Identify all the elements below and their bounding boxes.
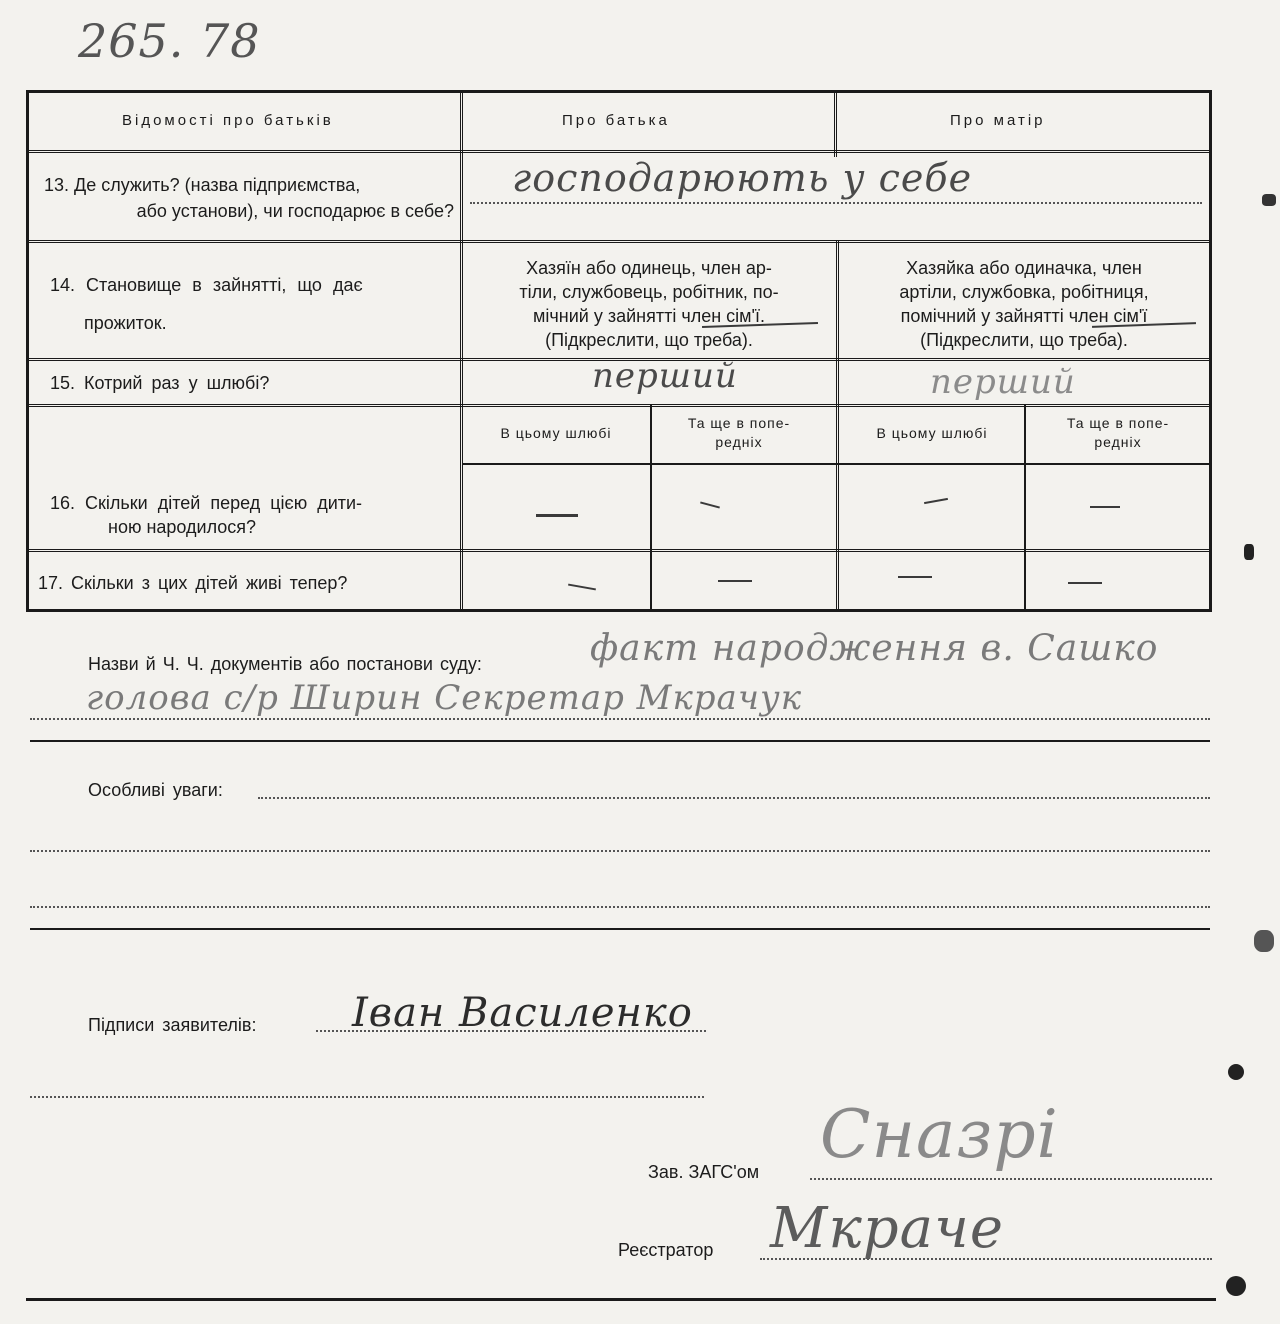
- punch-hole-mark: [1228, 1064, 1244, 1080]
- row14-question: [50, 272, 430, 336]
- punch-hole-mark: [1226, 1276, 1246, 1296]
- row14-father-line2: тіли, службовець, робітник, по-: [519, 282, 779, 302]
- row14-mother-line2: артіли, службовка, робітниця,: [899, 282, 1149, 302]
- row14-question-line1: 14. Становище в зайнятті, що дає: [50, 275, 363, 295]
- applicants-label: Підписи заявителів:: [88, 1015, 257, 1035]
- header-father: Про батька: [562, 112, 670, 129]
- row13-question-line2: або установи), чи господарює в себе?: [136, 201, 454, 221]
- row13-question-line1: 13. Де служить? (назва підприємства,: [44, 175, 361, 195]
- subheader-father-previous-line1: Та ще в попе-: [687, 415, 791, 431]
- documents-handwritten-line2: голова с/р Ширин Секретар Мкрачук: [86, 678, 803, 718]
- documents-handwritten-line1: факт народження в. Сашко: [590, 628, 1159, 669]
- subheader-mother-previous: [1030, 414, 1206, 452]
- row17-father-prev-dash: [718, 580, 752, 582]
- edge-damage-mark: [1244, 544, 1254, 560]
- applicants-signature: Іван Василенко: [352, 990, 693, 1036]
- row16-question: [50, 490, 454, 540]
- row14-father-line3: мічний у зайнятті член сім'ї.: [533, 306, 765, 326]
- row14-mother-line1: Хазяйка або одиначка, член: [906, 258, 1142, 278]
- row17-mother-prev-dash: [1068, 582, 1102, 584]
- row14-question-line2: прожиток.: [84, 313, 167, 333]
- row14-mother-line4: (Підкреслити, що треба).: [920, 330, 1128, 350]
- subheader-father-previous: [656, 414, 822, 452]
- header-parents-info: Відомості про батьків: [122, 112, 334, 129]
- head-zags-label: Зав. ЗАГС'ом: [648, 1162, 760, 1182]
- subheader-father-previous-line2: редніх: [715, 434, 763, 450]
- registrar-label: Реєстратор: [618, 1240, 714, 1260]
- row15-father-answer: перший: [592, 356, 738, 396]
- row14-father-options: [470, 256, 828, 352]
- row13-answer: господарюють у себе: [512, 156, 973, 200]
- row13-question: [44, 172, 454, 224]
- subheader-mother-previous-line2: редніх: [1094, 434, 1142, 450]
- head-zags-signature: Сназрі: [820, 1096, 1059, 1173]
- documents-label: Назви й Ч. Ч. документів або постанови суду:: [88, 654, 482, 674]
- edge-damage-mark: [1262, 194, 1276, 206]
- row17-question: 17. Скільки з цих дітей живі тепер?: [38, 573, 348, 593]
- edge-damage-mark: [1254, 930, 1274, 952]
- row14-mother-options: [844, 256, 1204, 352]
- subheader-mother-this-marriage: В цьому шлюбі: [876, 425, 988, 441]
- row17-mother-this-dash: [898, 576, 932, 578]
- row14-father-line1: Хазяїн або одинець, член ар-: [526, 258, 772, 278]
- registrar-signature: Мкраче: [770, 1196, 1004, 1261]
- subheader-mother-previous-line1: Та ще в попе-: [1066, 415, 1170, 431]
- archive-number: 265. 78: [78, 14, 261, 68]
- row16-question-line1: 16. Скільки дітей перед цією дити-: [50, 493, 363, 513]
- row16-mother-prev-dash: [1090, 506, 1120, 508]
- header-mother: Про матір: [950, 112, 1046, 129]
- remarks-label: Особливі уваги:: [88, 780, 223, 800]
- row16-question-line2: ною народилося?: [108, 517, 257, 537]
- subheader-father-this-marriage: В цьому шлюбі: [500, 425, 612, 441]
- row14-mother-line3: помічний у зайнятті член сім'ї: [900, 306, 1148, 326]
- row15-mother-answer: перший: [930, 362, 1076, 402]
- row16-father-this-dash: [536, 514, 578, 517]
- row14-father-line4: (Підкреслити, що треба).: [545, 330, 753, 350]
- row15-question: 15. Котрий раз у шлюбі?: [50, 373, 270, 393]
